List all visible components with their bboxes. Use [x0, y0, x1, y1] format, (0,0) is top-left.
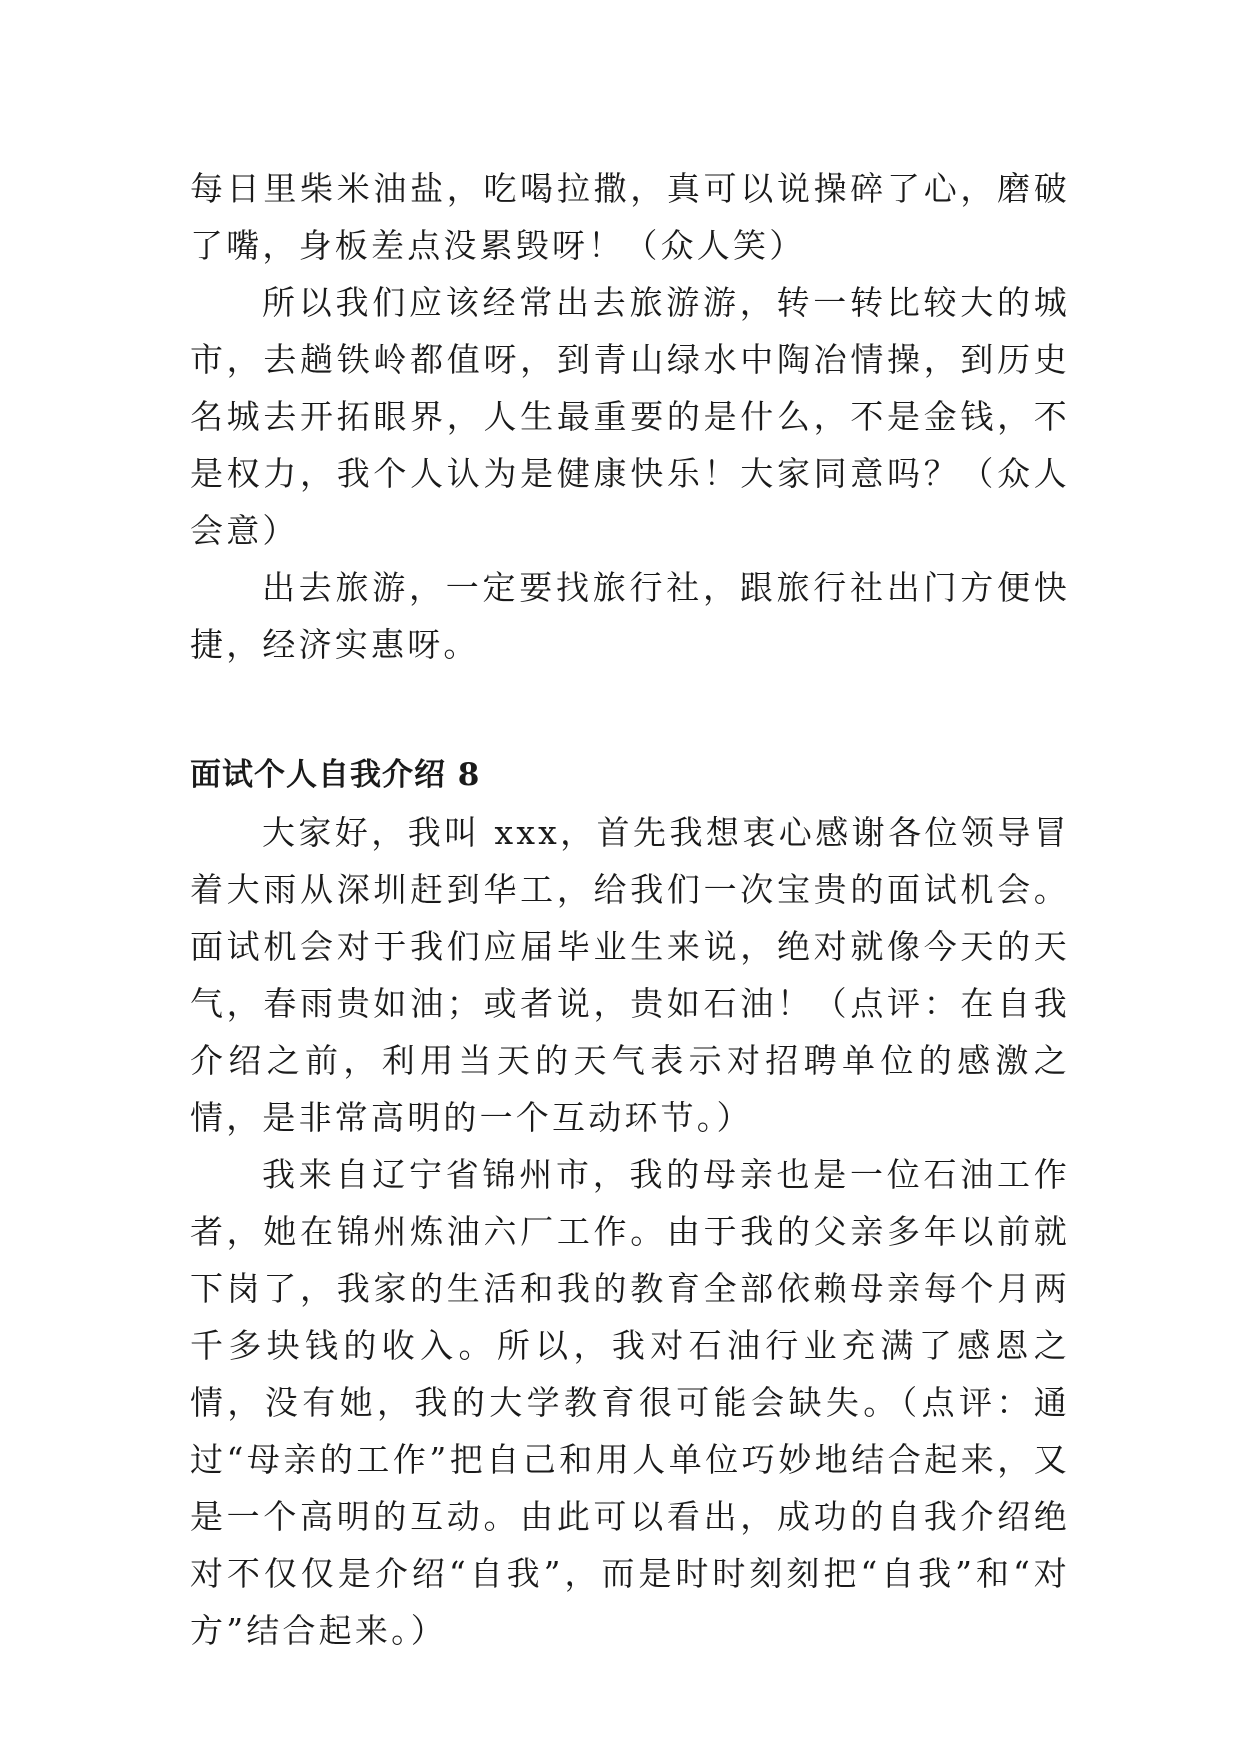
section-heading: 面试个人自我介绍 8: [190, 757, 481, 793]
paragraph-5: 我来自辽宁省锦州市，我的母亲也是一位石油工作者，她在锦州炼油六厂工作。由于我的父亲多年以前就下岗了，我家的生活和我的教育全部依赖母亲每个月两千多块钱的收入。所以，我对石油行业充满了感恩之情，没有她，我的大学教育很可能会缺失。（点评：通过“母亲的工作”把自己和用人单位巧妙地结合起来，又是一个高明的互动。由此可以看出，成功的自我介绍绝对不仅仅是介绍“自我”，而是时时刻刻把“自我”和“对方”结合起来。）: [190, 1155, 1070, 1650]
paragraph-1: 每日里柴米油盐，吃喝拉撒，真可以说操碎了心，磨破了嘴，身板差点没累毁呀！（众人笑）: [190, 169, 1070, 265]
paragraph-4: 大家好，我叫 xxx，首先我想衷心感谢各位领导冒着大雨从深圳赶到华工，给我们一次宝贵的面试机会。面试机会对于我们应届毕业生来说，绝对就像今天的天气，春雨贵如油；或者说，贵如石油！（点评：在自我介绍之前，利用当天的天气表示对招聘单位的感激之情，是非常高明的一个互动环节。）: [190, 813, 1070, 1137]
section-spacer: [190, 673, 1070, 747]
paragraph-3: 出去旅游，一定要找旅行社，跟旅行社出门方便快捷，经济实惠呀。: [190, 568, 1070, 664]
paragraph-2: 所以我们应该经常出去旅游游，转一转比较大的城市，去趟铁岭都值呀，到青山绿水中陶冶情操，到历史名城去开拓眼界，人生最重要的是什么，不是金钱，不是权力，我个人认为是健康快乐！大家同意吗？（众人会意）: [190, 283, 1070, 550]
document-page: [190, 160, 1070, 1659]
